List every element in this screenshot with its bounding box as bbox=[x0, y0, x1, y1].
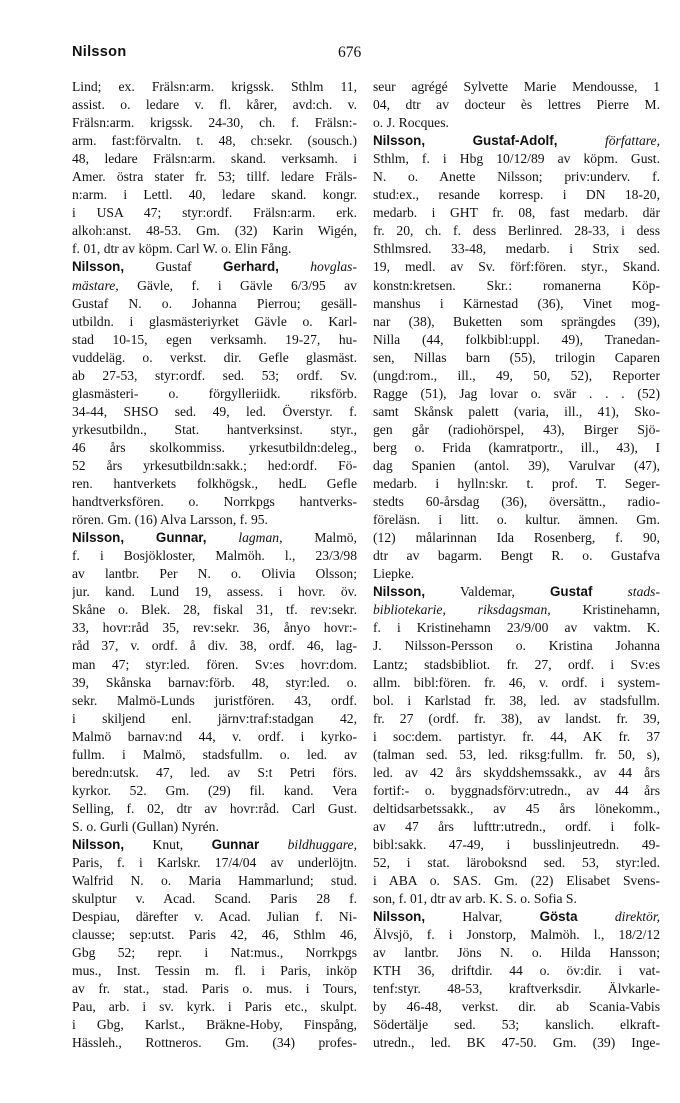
entry-call-name: Gösta bbox=[539, 909, 578, 925]
entry-text: stedts 60-årsdag (36), översättn., radio- bbox=[373, 494, 660, 510]
entry-text: Lantz; stadsbibliot. fr. 27, ordf. i Sv:es bbox=[373, 656, 660, 672]
text-line bbox=[72, 710, 357, 728]
text-line bbox=[373, 872, 660, 890]
text-line bbox=[373, 313, 660, 331]
entry-text: bibl:sakk. 47-49, i busslinjeutredn. 49- bbox=[373, 836, 660, 852]
entry-text: av fr. stat., stad. Paris o. mus. i Tours, bbox=[72, 981, 357, 997]
entry-text: led. av 42 års skyddshemssakk., av 44 års bbox=[373, 764, 660, 780]
running-head bbox=[0, 44, 680, 64]
entry-occupation: författare, bbox=[604, 133, 660, 149]
entry-text: mus., Inst. Tessin m. fl. i Paris, inköp bbox=[72, 963, 357, 979]
text-line bbox=[373, 637, 660, 655]
text-line bbox=[373, 782, 660, 800]
text-line bbox=[72, 258, 357, 276]
entry-text: 19, medl. av Sv. förf:fören. styr., Skand. bbox=[373, 259, 660, 275]
entry-text: Ragge (51), Jag lovar o. svär . . . (52) bbox=[373, 385, 660, 401]
text-line bbox=[373, 150, 660, 168]
text-line bbox=[72, 439, 357, 457]
text-line bbox=[72, 96, 357, 114]
text-line bbox=[373, 926, 660, 944]
text-line bbox=[373, 493, 660, 511]
text-line bbox=[72, 277, 357, 295]
entry-text: seur agrégé Sylvette Marie Mendousse, 1 bbox=[373, 79, 660, 94]
text-line bbox=[72, 944, 357, 962]
text-line bbox=[72, 872, 357, 890]
entry-text: f. i Bosjökloster, Malmöh. l., 23/3/98 bbox=[72, 548, 357, 564]
text-line bbox=[373, 674, 660, 692]
text-line bbox=[373, 998, 660, 1016]
entry-text: Gustaf N. o. Johanna Pierrou; gesäll- bbox=[72, 295, 357, 311]
text-line bbox=[373, 908, 660, 926]
entry-call-name: Gustaf bbox=[550, 584, 593, 600]
entry-text: tenf:styr. 48-53, kraftverksdir. Älvkarle- bbox=[373, 981, 660, 997]
entry-text: yrkesutbildn., Stat. hantverksinst. styr., bbox=[72, 421, 357, 437]
text-line bbox=[373, 854, 660, 872]
text-line bbox=[373, 457, 660, 475]
entry-text: 52, i stat. läroboksnd sed. 53, styr:led. bbox=[373, 855, 660, 871]
entry-text: 33, hovr:råd 35, rev:sekr. 36, ånyo hovr:- bbox=[72, 620, 357, 636]
text-line bbox=[373, 547, 660, 565]
entry-text: av lantbr. Jöns N. o. Hilda Hansson; bbox=[373, 945, 660, 961]
entry-text: Paris, f. i Karlskr. 17/4/04 av underlöjtn. bbox=[72, 855, 357, 871]
text-line bbox=[72, 601, 357, 619]
entry-text: by 46-48, verkst. dir. ab Scania-Vabis bbox=[373, 999, 660, 1015]
text-line bbox=[72, 962, 357, 980]
text-line bbox=[72, 836, 357, 854]
text-line bbox=[373, 601, 660, 619]
entry-occupation: lagman, bbox=[238, 530, 283, 546]
text-line bbox=[373, 475, 660, 493]
entry-occupation: hovglas- bbox=[310, 259, 357, 275]
text-line bbox=[72, 367, 357, 385]
text-line bbox=[373, 277, 660, 295]
entry-text: i Gbg, Karlst., Bräkne-Hoby, Finspång, bbox=[72, 1017, 357, 1033]
text-line bbox=[373, 836, 660, 854]
entry-text: i skiljend enl. järnv:traf:stadgan 42, bbox=[72, 710, 357, 726]
entry-text: 04, dtr av docteur ès lettres Pierre M. bbox=[373, 97, 660, 113]
entry-headword: Nilsson, bbox=[373, 584, 426, 600]
text-line bbox=[72, 295, 357, 313]
entry-text: i ABA o. SAS. Gm. (22) Elisabet Svens- bbox=[373, 873, 660, 889]
text-line bbox=[72, 998, 357, 1016]
entry-text: Despiau, därefter v. Acad. Julian f. Ni- bbox=[72, 909, 357, 925]
entry-text: Sthlm, f. i Hbg 10/12/89 av köpm. Gust. bbox=[373, 151, 660, 167]
text-line bbox=[72, 565, 357, 583]
text-line bbox=[373, 962, 660, 980]
entry-text: berg o. Frida (kamratportr., ill., 43), I bbox=[373, 439, 660, 455]
text-line bbox=[72, 313, 357, 331]
entry-text: (talman sed. 53, led. riksg:fullm. fr. 50, s), bbox=[373, 746, 660, 762]
text-line bbox=[72, 493, 357, 511]
entry-occupation: stads- bbox=[627, 584, 660, 600]
text-line bbox=[72, 637, 357, 655]
entry-text: dag Spanien (antol. 39), Varulvar (47), bbox=[373, 457, 660, 473]
entry-headword: Nilsson, bbox=[72, 259, 125, 275]
text-line bbox=[72, 1034, 357, 1052]
entry-text: Sthlmsred. 33-48, medarb. i Strix sed. bbox=[373, 241, 660, 257]
entry-text: o. J. Rocques. bbox=[373, 115, 449, 131]
entry-text: ren. hantverkets folkhögsk., hedL Gefle bbox=[72, 476, 357, 492]
text-line bbox=[373, 168, 660, 186]
entry-text: f. 01, dtr av köpm. Carl W. o. Elin Fång. bbox=[72, 241, 292, 257]
entry-text: n:arm. i Lettl. 40, ledare skand. kongr. bbox=[72, 187, 357, 203]
text-line bbox=[72, 331, 357, 349]
text-line bbox=[72, 890, 357, 908]
text-line bbox=[72, 132, 357, 150]
entry-text: 46 års skolkommiss. yrkesutbildn:deleg., bbox=[72, 439, 357, 455]
entry-given-name: Halvar, bbox=[462, 909, 503, 925]
entry-text: i soc:dem. partistyr. fr. 44, AK fr. 37 bbox=[373, 728, 660, 744]
entry-text: stad 10-15, egen verksamh. 19-27, hu- bbox=[72, 331, 357, 347]
entry-text: handtverksfören. o. Norrkpgs hantverks- bbox=[72, 494, 357, 510]
entry-headword: Nilsson, bbox=[373, 909, 426, 925]
text-line bbox=[72, 674, 357, 692]
text-line bbox=[373, 78, 660, 96]
page-number: 676 bbox=[338, 44, 362, 61]
entry-text: stud:ex., resande korresp. i DN 18-20, bbox=[373, 187, 660, 203]
entry-text: vuddeläg. o. verkst. dir. Gefle glasmäst. bbox=[72, 349, 357, 365]
entry-text: nar (38), Buketten som sprängdes (39), bbox=[373, 313, 660, 329]
entry-text: f. i Kristinehamn 23/9/00 av vaktm. K. bbox=[373, 620, 660, 636]
entry-text: medarb. i hylln:skr. t. prof. T. Seger- bbox=[373, 476, 660, 492]
entry-text: alkoh:anst. 48-53. Gm. (32) Karin Wigén, bbox=[72, 223, 357, 239]
text-line bbox=[72, 854, 357, 872]
entry-text: bol. i Karlstad fr. 38, led. av stadsfullm. bbox=[373, 692, 660, 708]
text-line bbox=[72, 385, 357, 403]
text-line bbox=[72, 150, 357, 168]
entry-text: fortif:- o. byggnadsförv:utredn., av 44 års bbox=[373, 782, 660, 798]
entry-text: assist. o. ledare v. fl. kårer, avd:ch. v. bbox=[72, 97, 357, 113]
right-column bbox=[373, 78, 660, 1053]
text-line bbox=[373, 204, 660, 222]
entry-text: Amer. östra stater fr. 53; tillf. ledare Fräls- bbox=[72, 169, 357, 185]
text-line bbox=[373, 240, 660, 258]
entry-text: fr. 27 (ordf. fr. 38), av landst. fr. 39, bbox=[373, 710, 660, 726]
entry-text: KTH 36, driftdir. 44 o. öv:dir. i vat- bbox=[373, 963, 660, 979]
text-line bbox=[72, 349, 357, 367]
text-line bbox=[373, 619, 660, 637]
text-line bbox=[72, 1016, 357, 1034]
entry-text: jur. kand. Lund 19, assess. i hovr. öv. bbox=[72, 584, 357, 600]
entry-given-name: Knut, bbox=[152, 836, 184, 852]
text-line bbox=[373, 331, 660, 349]
text-line bbox=[373, 583, 660, 601]
text-line bbox=[72, 746, 357, 764]
text-line bbox=[72, 656, 357, 674]
text-line bbox=[373, 403, 660, 421]
entry-text: deltidsarbetssakk., av 45 års lönekomm., bbox=[373, 800, 660, 816]
entry-occupation: bildhuggare, bbox=[287, 836, 357, 852]
text-line bbox=[373, 1016, 660, 1034]
text-line bbox=[72, 240, 357, 258]
text-line bbox=[373, 529, 660, 547]
entry-text: Hässleh., Rottneros. Gm. (34) profes- bbox=[72, 1035, 357, 1051]
entry-text: N. o. Anette Nilsson; priv:underv. f. bbox=[373, 169, 660, 185]
text-line bbox=[373, 96, 660, 114]
text-line bbox=[373, 656, 660, 674]
entry-text: Malmö barnav:nd 44, v. ordf. i kyrko- bbox=[72, 728, 357, 744]
entry-headword: Nilsson, bbox=[72, 836, 125, 852]
text-line bbox=[373, 349, 660, 367]
text-line bbox=[72, 980, 357, 998]
text-line bbox=[373, 385, 660, 403]
entry-text: allm. bibl:fören. fr. 46, v. ordf. i system- bbox=[373, 674, 660, 690]
entry-text: 34-44, SHSO sed. 49, led. Överstyr. f. bbox=[72, 403, 357, 419]
entry-given-name: Gustaf bbox=[155, 259, 192, 275]
text-line bbox=[373, 800, 660, 818]
entry-text: son, f. 01, dtr av arb. K. S. o. Sofia S. bbox=[373, 891, 577, 907]
entry-call-name: Gunnar bbox=[211, 836, 260, 852]
text-line bbox=[72, 800, 357, 818]
entry-text: 39, Skånska barnav:förb. 48, styr:led. o. bbox=[72, 674, 357, 690]
text-line bbox=[373, 818, 660, 836]
entry-headword: Nilsson, bbox=[373, 133, 426, 149]
entry-text: 48, ledare Frälsn:arm. skand. verksamh. i bbox=[72, 151, 357, 167]
entry-text: kyrkor. 52. Gm. (29) fil. kand. Vera bbox=[72, 782, 357, 798]
entry-text: manshus i Kärnestad (36), Vinet mog- bbox=[373, 295, 660, 311]
entry-text: fullm. i Malmö, stadsfullm. o. led. av bbox=[72, 746, 357, 762]
entry-text: skulptur v. Acad. Scand. Paris 28 f. bbox=[72, 891, 357, 907]
text-line bbox=[72, 619, 357, 637]
text-line bbox=[72, 547, 357, 565]
text-line bbox=[373, 222, 660, 240]
text-line bbox=[373, 186, 660, 204]
entry-call-name: Gustaf-Adolf, bbox=[472, 133, 558, 149]
entry-occupation: bibliotekarie, riksdagsman, bbox=[373, 602, 551, 618]
text-line bbox=[373, 439, 660, 457]
text-line bbox=[373, 565, 660, 583]
text-line bbox=[373, 944, 660, 962]
entry-text: S. o. Gurli (Gullan) Nyrén. bbox=[72, 818, 219, 834]
text-line bbox=[373, 258, 660, 276]
entry-headword: Nilsson, bbox=[72, 530, 125, 546]
entry-text: Malmö, bbox=[314, 530, 357, 546]
running-head-name: Nilsson bbox=[72, 44, 127, 60]
entry-text: (ungd:rom., ill., 49, 50, 52), Reporter bbox=[373, 367, 660, 383]
entry-text: Skåne o. Blek. 28, fiskal 31, tf. rev:sekr. bbox=[72, 602, 357, 618]
text-line bbox=[72, 222, 357, 240]
entry-text: sen, Nillas barn (55), trilogin Caparen bbox=[373, 349, 660, 365]
entry-text: samt Skånsk palett (varia, ill., 41), Sko- bbox=[373, 403, 660, 419]
entry-text: gen går (radiohörspel, 43), Birger Sjö- bbox=[373, 421, 660, 437]
entry-text: beredn:utsk. 47, led. av S:t Petri förs. bbox=[72, 764, 357, 780]
entry-text: Nilla (44, folkbibl:uppl. 49), Tranedan- bbox=[373, 331, 660, 347]
text-line bbox=[72, 529, 357, 547]
text-line bbox=[72, 818, 357, 836]
entry-text: arm. fast:förvaltn. t. 48, ch:sekr. (sousch.) bbox=[72, 133, 357, 149]
entry-text: dtr av bagarm. Bengt R. o. Gustafva bbox=[373, 548, 660, 564]
entry-text: föreläsn. i litt. o. kultur. ämnen. Gm. bbox=[373, 512, 660, 528]
entry-text: 52 års yrkesutbildn:sakk.; hed:ordf. Fö- bbox=[72, 457, 357, 473]
entry-text: (12) målarinnan Ida Rosenberg, f. 90, bbox=[373, 530, 660, 546]
entry-text: av lantbr. Per N. o. Olivia Olsson; bbox=[72, 566, 357, 582]
text-line bbox=[72, 204, 357, 222]
text-line bbox=[72, 403, 357, 421]
entry-text: Walfrid N. o. Maria Hammarlund; stud. bbox=[72, 873, 357, 889]
left-column bbox=[72, 78, 357, 1053]
entry-text: utbildn. i glasmästeriyrket Gävle o. Karl- bbox=[72, 313, 357, 329]
entry-text: Älvsjö, f. i Jonstorp, Malmöh. l., 18/2/12 bbox=[373, 927, 660, 943]
entry-text: utredn., led. BK 47-50. Gm. (39) Inge- bbox=[373, 1035, 660, 1051]
text-line bbox=[72, 186, 357, 204]
entry-text: sekr. Malmö-Lunds juristfören. 43, ordf. bbox=[72, 692, 357, 708]
text-line bbox=[373, 692, 660, 710]
entry-text: clausse; sep:utst. Paris 42, 46, Sthlm 46, bbox=[72, 927, 357, 943]
entry-text: Liepke. bbox=[373, 566, 415, 582]
entry-text: Selling, f. 02, dtr av hovr:råd. Carl Gust. bbox=[72, 800, 357, 816]
entry-text: fr. 20, ch. f. dess Berlinred. 28-33, i dess bbox=[373, 223, 660, 239]
text-line bbox=[72, 692, 357, 710]
text-line bbox=[373, 890, 660, 908]
entry-text: J. Nilsson-Persson o. Kristina Johanna bbox=[373, 638, 660, 654]
text-line bbox=[72, 782, 357, 800]
entry-given-name: Valdemar, bbox=[459, 584, 515, 600]
entry-text: råd 37, v. ordf. å div. 38, ordf. 46, lag- bbox=[72, 638, 357, 654]
text-line bbox=[373, 1034, 660, 1052]
entry-text: medarb. i GHT fr. 08, fast medarb. där bbox=[373, 205, 660, 221]
entry-text: Lind; ex. Frälsn:arm. krigssk. Sthlm 11, bbox=[72, 79, 357, 94]
text-line bbox=[72, 908, 357, 926]
entry-occupation: mästare, bbox=[72, 277, 119, 293]
text-line bbox=[373, 367, 660, 385]
text-line bbox=[373, 114, 660, 132]
text-line bbox=[373, 764, 660, 782]
entry-call-name: Gerhard, bbox=[223, 259, 279, 275]
entry-text: Frälsn:arm. krigssk. 24-30, ch. f. Frälsn:- bbox=[72, 115, 357, 131]
text-line bbox=[72, 457, 357, 475]
text-line bbox=[373, 511, 660, 529]
text-line bbox=[373, 980, 660, 998]
entry-text: rören. Gm. (16) Alva Larsson, f. 95. bbox=[72, 512, 268, 528]
entry-text: Gbg 52; repr. i Nat:mus., Norrkpgs bbox=[72, 945, 357, 961]
text-line bbox=[72, 421, 357, 439]
text-line bbox=[373, 132, 660, 150]
text-line bbox=[72, 511, 357, 529]
entry-text: Kristinehamn, bbox=[582, 602, 660, 618]
entry-text: Gävle, f. i Gävle 6/3/95 av bbox=[137, 277, 357, 293]
text-line bbox=[373, 746, 660, 764]
entry-text: i USA 47; styr:ordf. Frälsn:arm. erk. bbox=[72, 205, 357, 221]
text-line bbox=[72, 728, 357, 746]
text-line bbox=[373, 421, 660, 439]
text-line bbox=[72, 114, 357, 132]
text-line bbox=[373, 295, 660, 313]
text-line bbox=[72, 926, 357, 944]
entry-text: man 47; styr:led. fören. Sv:es hovr:dom. bbox=[72, 656, 357, 672]
text-line bbox=[373, 710, 660, 728]
entry-text: Pau, arb. i sv. kyrk. i Paris etc., skulpt. bbox=[72, 999, 357, 1015]
entry-text: ab 27-53, styr:ordf. sed. 53; ordf. Sv. bbox=[72, 367, 357, 383]
text-line bbox=[72, 78, 357, 96]
entry-text: Södertälje sed. 53; kanslich. elkraft- bbox=[373, 1017, 660, 1033]
text-line bbox=[72, 475, 357, 493]
entry-text: glasmästeri- o. förgylleriidk. riksförb. bbox=[72, 385, 357, 401]
text-line bbox=[72, 583, 357, 601]
entry-text: av 47 års lufttr:utredn., ordf. i folk- bbox=[373, 818, 660, 834]
text-line bbox=[72, 764, 357, 782]
text-line bbox=[72, 168, 357, 186]
entry-occupation: direktör, bbox=[614, 909, 660, 925]
text-line bbox=[373, 728, 660, 746]
entry-text: konstn:kretsen. Skr.: romanerna Köp- bbox=[373, 277, 660, 293]
entry-call-name: Gunnar, bbox=[155, 530, 207, 546]
